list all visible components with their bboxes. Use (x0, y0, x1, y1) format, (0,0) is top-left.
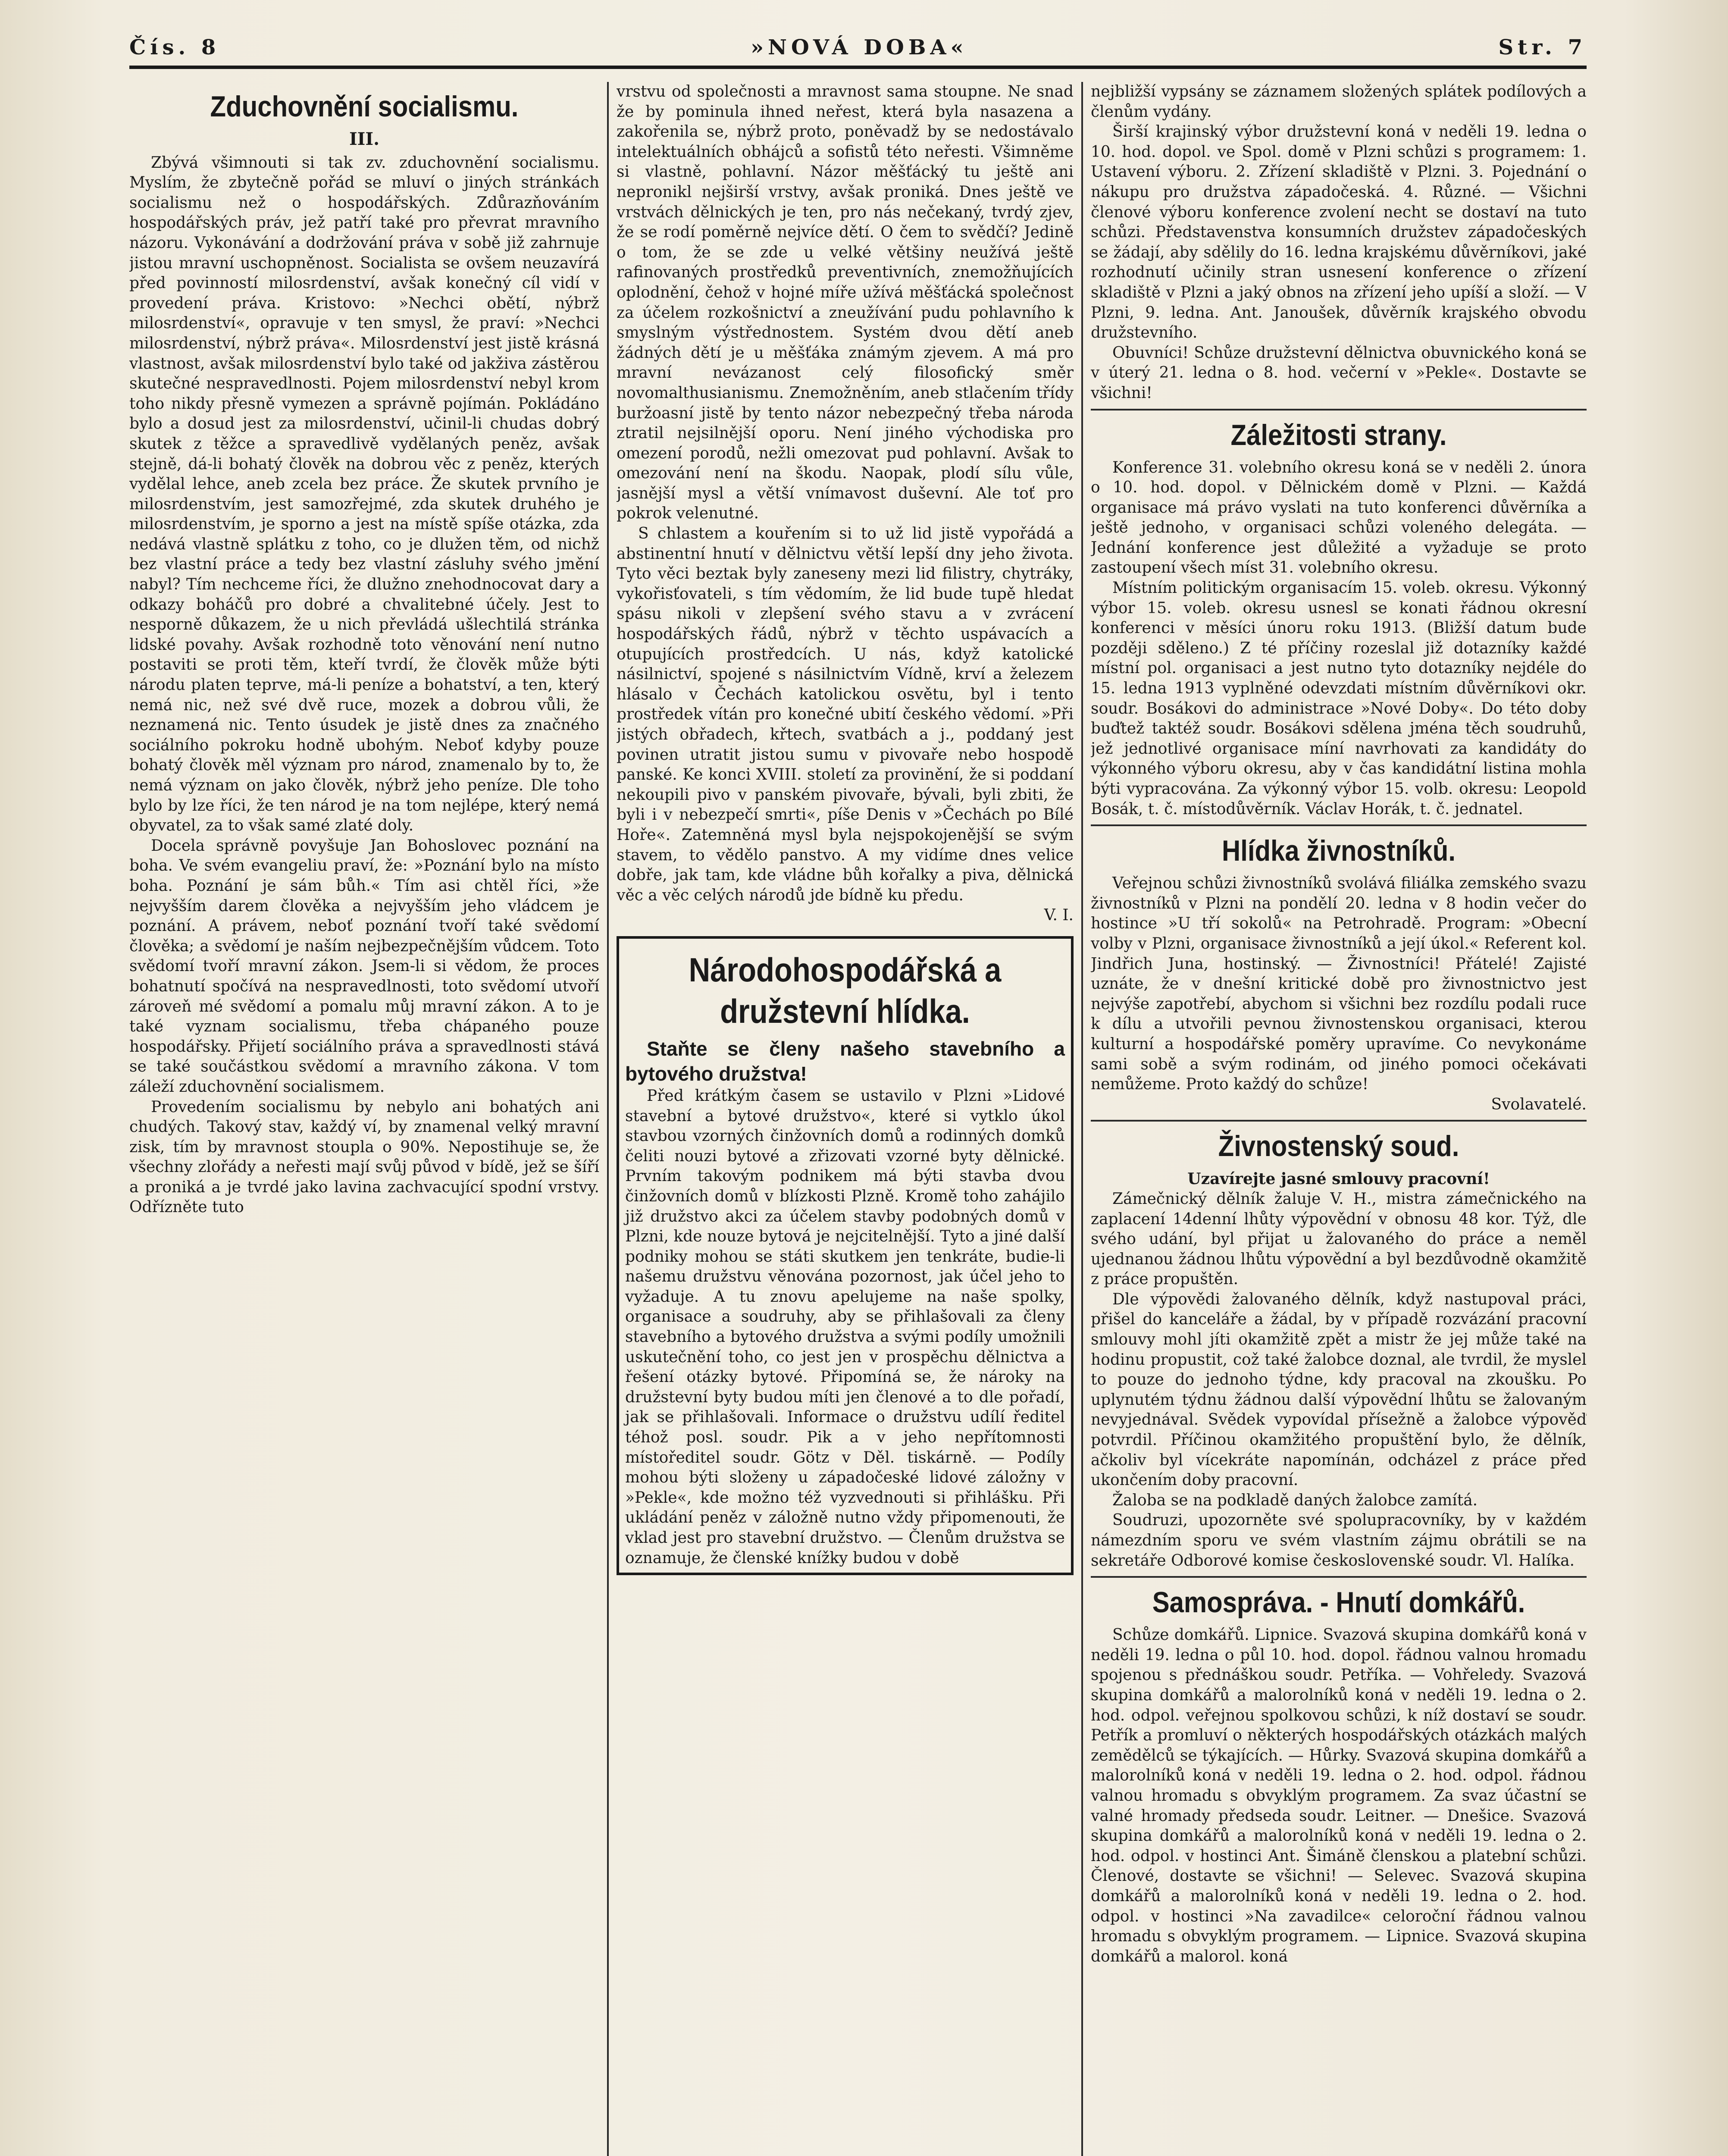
paragraph: nejbližší vypsány se záznamem složených splátek podílových a členům vydány. (1091, 83, 1587, 121)
lead-heading: Staňte se členy našeho stavebního a bytového družstva! (625, 1037, 1065, 1085)
header-rule (129, 66, 1587, 69)
section-divider (1091, 409, 1587, 411)
paragraph: Před krátkým časem se ustavilo v Plzni »Lidové stavební a bytové družstvo«, které si vytklo úkol stavbou vzorných činžovních domů a rodinných domků čeliti nouzi bytové a zřizovati vzorné byty dělnické. Prvním takovým podnikem má býti stavba dvou činžovních domů v blízkosti Plzně. Kromě toho zahájilo již družstvo akci za účelem stavby podobných domů v Plzni, kde nouze bytová je nejcitelnější. Tyto a jiné další podniky mohou se státi skutkem jen tenkráte, budie-li našemu družstvu věnována pozornost, jak účel jeho to vyžaduje. A tu znovu apelujeme na naše spolky, organisace a soudruhy, aby se přihlašovali za členy stavebního a bytového družstva a svými podíly umožnili uskutečnění toho, co jest jen v prospěchu dělnictva a řešení otázky bytové. Připomíná se, že nároky na družstevní byty budou míti jen členové a to dle pořadí, jak se přihlašovali. Informace o družstvu udílí ředitel téhož posl. soudr. Pik a v jeho nepřítomnosti místoředitel soudr. Götz v Děl. tiskárně. — Podíly mohou býti složeny u západočeské lidové záložny v »Pekle«, kde možno též vyzvednouti si přihlášku. Při ukládání peněz v záložně nutno vždy připomenouti, že vklad jest pro stavební družstvo. — Členům družstva se oznamuje, že členské knížky budou v době (625, 1087, 1065, 1567)
paragraph: Veřejnou schůzi živnostníků svolává filiálka zemského svazu živnostníků v Plzni na pondělí 20. ledna v 8 hodin večer do hostince »U tří sokolů« na Petrohradě. Program: »Obecní volby v Plzni, organisace živnostníků a její úkol.« Referent kol. Jindřich Juna, hostinský. — Živnostníci! Přátelé! Zajisté uznáte, že v dnešní kritické době pro živnostnictvo jest nejvýše zapotřebí, abychom si všichni bez rozdílu podali ruce k dílu a utvořili pevnou živnostenskou organisaci, kterou kulturní a hospodářské poměry upravíme. Co nevykonáme sami sobě a svým rodinám, od jiného pomoci očekávati nemůžeme. Proto každý do schůze! (1091, 874, 1587, 1094)
signature: Svolavatelé. (1491, 1095, 1587, 1113)
section-title: Hlídka živnostníků. (1222, 834, 1456, 868)
section-title: Záležitosti strany. (1230, 418, 1447, 451)
section-title: Národohospodářská a družstevní hlídka. (689, 950, 1002, 1030)
section-title: Samospráva. - Hnutí domkářů. (1152, 1586, 1525, 1619)
paragraph: Žaloba se na podkladě daných žalobce zamítá. (1112, 1491, 1478, 1509)
paragraph: S chlastem a kouřením si to už lid jistě vypořádá a abstinentní hnutí v dělnictvu větší lepší dny jeho života. Tyto věci beztak byly zaneseny mezi lid filistry, chytráky, vykořisťovateli, s tím vědomím, že lid bude tupě hledat spásu nikoli v zlepšení svého stavu a v zvrácení hospodářských řádů, nýbrž v těchto uspávacích a otupujících prostředcích. U nás, když katolické násilnictví, spojené s násilnictvím Vídně, krví a železem hlásalo v Čechách katolickou osvětu, byl i tento prostředek vítán pro konečné ubití českého vědomí. »Při jistých obřadech, křtech, svatbách a j., poddaný jest povinen utratit jistou sumu v pivovaře nebo hospodě panské. Ke konci XVIII. století za provinění, že si poddaní nekoupili pivo v panském pivovaře, bývali, byli zbiti, že byli i v nebezpečí smrti«, píše Denis v »Čechách po Bílé Hoře«. Zatemněná mysl byla nejspokojenější se svým stavem, to vědělo panstvo. A my vidíme dnes velice dobře, jak tam, kde vládne bůh kořalky a piva, dělnická věc a věc celých národů jde bídně ku předu. (617, 525, 1074, 904)
section-box (617, 936, 1074, 1575)
section-divider (1091, 1576, 1587, 1578)
column-1 (129, 82, 599, 2156)
subheading: Uzavírejte jasné smlouvy pracovní! (1187, 1170, 1490, 1188)
paragraph: Zbývá všimnouti si tak zv. zduchovnění socialismu. Myslím, že zbytečně pořád se mluví o jiných stránkách socialismu než o hospodářských. Zdůrazňováním hospodářských práv, jež patří také pro převrat mravního názoru. Vykonávání a dodržování práva v sobě již zahrnuje jistou mravní uschopněnost. Socialista se ovšem neuzavírá před povinností milosrdenství, avšak konečný cíl vidí v provedení práva. Kristovo: »Nechci obětí, nýbrž milosrdenství«, opravuje v ten smysl, že praví: »Nechci milosrdenství, nýbrž práva«. Milosrdenství jest jistě krásná vlastnost, avšak milosrdenství bylo také od jakživa zástěrou skutečné nespravedlnosti. Pojem milosrdenství nebyl krom toho nikdy přesně vymezen a správně pojímán. Pokládáno bylo a dosud jest za milosrdenství, učinil-li chudas dobrý skutek z těžce a spravedlivě vydělaných peněz, avšak stejně, dá-li bohatý člověk na dobrou věc z peněz, kterých vydělal lehce, aneb zcela bez práce. Že skutek prvního je milosrdenstvím, jest samozřejmé, zda skutek druhého je milosrdenstvím, je sporno a jest na místě spíše otázka, zda nedává vlastně splátku z toho, co je dlužen těm, od nichž bez vlastní práce a tedy bez vlastní zásluhy svého jmění nabyl? Tím nechceme říci, že dlužno znehodnocovat dary a odkazy boháčů pro dobré a chvalitebné účely. Jest to nesporně důkazem, že u nich převládá ušlechtilá stránka lidské povahy. Avšak rozhodně toto věnování není nutno postaviti se proti těm, kteří tvrdí, že člověk může býti národu platen teprve, má-li peníze a bohatství, a ten, který nemá nic, než své dvě ruce, mozek a dobrou vůli, že neznamená nic. Tento úsudek je jistě dnes za značného sociálního pokroku hodně ubohým. Neboť kdyby pouze bohatý člověk měl význam pro národ, znamenalo by to, že nemá význam on jako člověk, nýbrž jeho peníze. Dle toho bylo by lze říci, že ten národ je na tom nejlépe, který nemá obyvatel, za to však samé zlaté doly. (129, 154, 599, 835)
article-title: Zduchovnění socialismu. (210, 90, 519, 123)
paragraph: Obuvníci! Schůze družstevní dělnictva obuvnického koná se v úterý 21. ledna o 8. hod. večerní v »Pekle«. Dostavte se všichni! (1091, 344, 1587, 402)
paragraph: Širší krajinský výbor družstevní koná v neděli 19. ledna o 10. hod. dopol. ve Spol. domě v Plzni schůzi s programem: 1. Ustavení výboru. 2. Zřízení skladiště v Plzni. 3. Pojednání o nákupu pro družstva západočeská. 4. Různé. — Všichni členové výboru konference zvolení necht se dostaví na tuto schůzi. Představenstva konsumních družstev západočeských se žádají, aby sdělily do 16. ledna krajskému důvěrníkovi, jaké rozhodnutí učinily stran usnesení konference o zřízení skladiště v Plzni a jaký obnos na zřízení jeho upíší a složí. — V Plzni, 9. ledna. Ant. Janoušek, důvěrník krajského obvodu družstevního. (1091, 123, 1587, 342)
issue-number: Čís. 8 (129, 35, 220, 60)
paragraph: Zámečnický dělník žaluje V. H., mistra zámečnického na zaplacení 14denní lhůty výpovědní v obnosu 48 kor. Týž, dle svého udání, byl přijat u žalovaného do práce a neměl ujednanou žádnou lhůtu výpovědní a byl bezdůvodně okamžitě z práce propuštěn. (1091, 1190, 1587, 1288)
paragraph: Dle výpovědi žalovaného dělník, když nastupoval práci, přišel do kanceláře a žádal, by v případě rozvázání pracovní smlouvy mohl jíti okamžitě zpět a mistr že jej může také na hodinu propustit, což také žalobce doznal, ale tvrdil, že myslel to pouze do jednoho týdne, kdy pracoval na zkoušku. Po uplynutém týdnu žádnou další výpovědní lhůtu se žalovaným nevyjednával. Svědek vypovídal přísežně a žalobce výpověď potvrdil. Příčinou okamžitého propuštění bylo, že dělník, ačkoliv byl vícekráte napomínán, odcházel z práce před ukončením doby pracovní. (1091, 1290, 1587, 1489)
section-divider (1091, 1120, 1587, 1122)
column-3 (1091, 82, 1587, 1967)
paragraph: Konference 31. volebního okresu koná se v neděli 2. února o 10. hod. dopol. v Dělnickém domě v Plzni. — Každá organisace má právo vyslati na tuto konferenci důvěrníka a ještě jednoho, v organisaci schůzi voleného delegáta. — Jednání konference jest důležité a vyžaduje se proto zastoupení všech míst 31. volebního okresu. (1091, 458, 1587, 577)
page-number: Str. 7 (1498, 35, 1587, 60)
paragraph: Místním politickým organisacím 15. voleb. okresu. Výkonný výbor 15. voleb. okresu usnesl se konati řádnou okresní konferenci v měsíci únoru roku 1913. (Bližší datum bude později sděleno.) Z té příčiny rozeslal již dotazníky každé místní pol. organisaci a jest nutno tyto dotazníky nejdéle do 15. ledna 1913 vyplněné odevzdati místním důvěrníkovi okr. soudr. Bosákovi do administrace »Nové Doby«. Do této doby buďtež taktéž soudr. Bosákovi sdělena jména těch soudruhů, jež jednotlivé organisace míní navrhovati za kandidáty do výkonného výboru okresu, aby v čas kandidátní listina mohla býti vypracována. Za výkonný výbor 15. volb. okresu: Leopold Bosák, t. č. místodůvěrník. Václav Horák, t. č. jednatel. (1091, 579, 1587, 818)
paragraph: vrstvu od společnosti a mravnost sama stoupne. Ne snad že by pominula ihned neřest, která byla nasazena a zakořenila se, nýbrž proto, poněvadž by se nedostávalo intelektuálních obhájců a sofistů této neřesti. Všimněme si vlastně, pohlavní. Názor měšťácký tu ještě ani nepronikl nejširší vrstvy, avšak proniká. Dnes ještě ve vrstvách dělnických je ten, pro nás nečekaný, tvrdý zjev, že se rodí poměrně nejvíce dětí. O čem to svědčí? Jedině o tom, že se zde u velké většiny neužívá ještě rafinovaných prostředků preventivních, znemožňujících oplodnění, čehož v hojné míře užívá měšťácká společnost za účelem rozkošnictví a zneužívání pudu pohlavního k smyslným výstřednostem. Systém dvou dětí aneb žádných dětí je u měšťáka známým zjevem. A má pro mravní nevázanost celý filosofický směr novomalthusianismu. Znemožněním, aneb stlačením třídy buržoasní jistě by tento názor nebezpečný třeba národa ztratil nejsilnější oporu. Není jiného východiska pro omezení porodů, nežli omezovat pud pohlavní. Avšak to omezování není na škodu. Naopak, plodí sílu vůle, jasnější mysl a větší vnímavost duševní. Ale toť pro pokrok velenutné. (617, 83, 1074, 523)
section-title: Živnostenský soud. (1218, 1130, 1459, 1163)
paragraph: Schůze domkářů. Lipnice. Svazová skupina domkářů koná v neděli 19. ledna o půl 10. hod. dopol. řádnou valnou hromadu spojenou s přednáškou soudr. Petříka. — Vohřeledy. Svazová skupina domkářů a malorolníků koná v neděli 19. ledna o 2. hod. odpol. veřejnou spolkovou schůzi, k níž dostaví se soudr. Petřík a promluví o některých hospodářských otázkách malých zemědělců se týkajících. — Hůrky. Svazová skupina domkářů a malorolníků koná v neděli 19. ledna o 2. hod. odpol. řádnou valnou hromadu s obvyklým programem. Za svaz účastní se valné hromady předseda soudr. Leitner. — Dnešice. Svazová skupina domkářů a malorolníků koná v neděli 19. ledna o 2. hod. odpol. v hostinci Ant. Šimáně členskou a platební schůzi. Členové, dostavte se všichni! — Selevec. Svazová skupina domkářů a malorolníků koná v neděli 19. ledna o 2. hod. odpol. v hostinci »Na zavadilce« celoroční řádnou valnou hromadu s obvyklým programem. — Lipnice. Svazová skupina domkářů a malorol. koná (1091, 1626, 1587, 1965)
masthead-title: »NOVÁ DOBA« (751, 35, 968, 60)
paragraph: Provedením socialismu by nebylo ani bohatých ani chudých. Takový stav, každý ví, by znamenal velký mravní zisk, tím by mravnost stoupla o 90%. Nepostihuje se, že všechny zlořády a neřesti mají svůj původ v bídě, jež se šíří a proniká a je tvrdé jako lavina zachvacující spodní vrstvy. Odřízněte tuto (129, 1098, 599, 1216)
column-divider (1081, 82, 1083, 2156)
section-divider (1091, 824, 1587, 826)
paragraph: Docela správně povyšuje Jan Bohoslovec poznání na boha. Ve svém evangeliu praví, že: »Poznání bylo na místo boha. Poznání je sám bůh.« Tím asi chtěl říci, »že nejvyšším darem člověka a nejvyšším jeho vládcem je poznání. A právem, neboť poznání tvoří také svědomí člověka; a svědomí je naším nejbezpečnějším vůdcem. Toto svědomí tvoří mravní zákon. Jsem-li si vědom, že proces bohatnutí spočívá na nespravedlnosti, toto svědomí utvoří zároveň mé svědomí a pomalu můj mravní zákon. A to je také vyznam socialismu, třeba chápaného pouze hospodářsky. Přijetí sociálního práva a spravedlnosti stává se také součástkou svědomí a mravního zákona. V tom záleží zduchovnění socialismem. (129, 837, 599, 1096)
article-part-number: III. (349, 129, 380, 149)
author-signature: V. I. (1044, 906, 1074, 924)
page-header (129, 30, 1587, 65)
column-2 (617, 82, 1074, 1575)
column-divider (607, 82, 609, 2156)
paragraph: Soudruzi, upozorněte své spolupracovníky, by v každém námezdním sporu ve svém vlastním zájmu obrátili se na sekretáře Odborové komise československé soudr. Vl. Halíka. (1091, 1511, 1587, 1570)
